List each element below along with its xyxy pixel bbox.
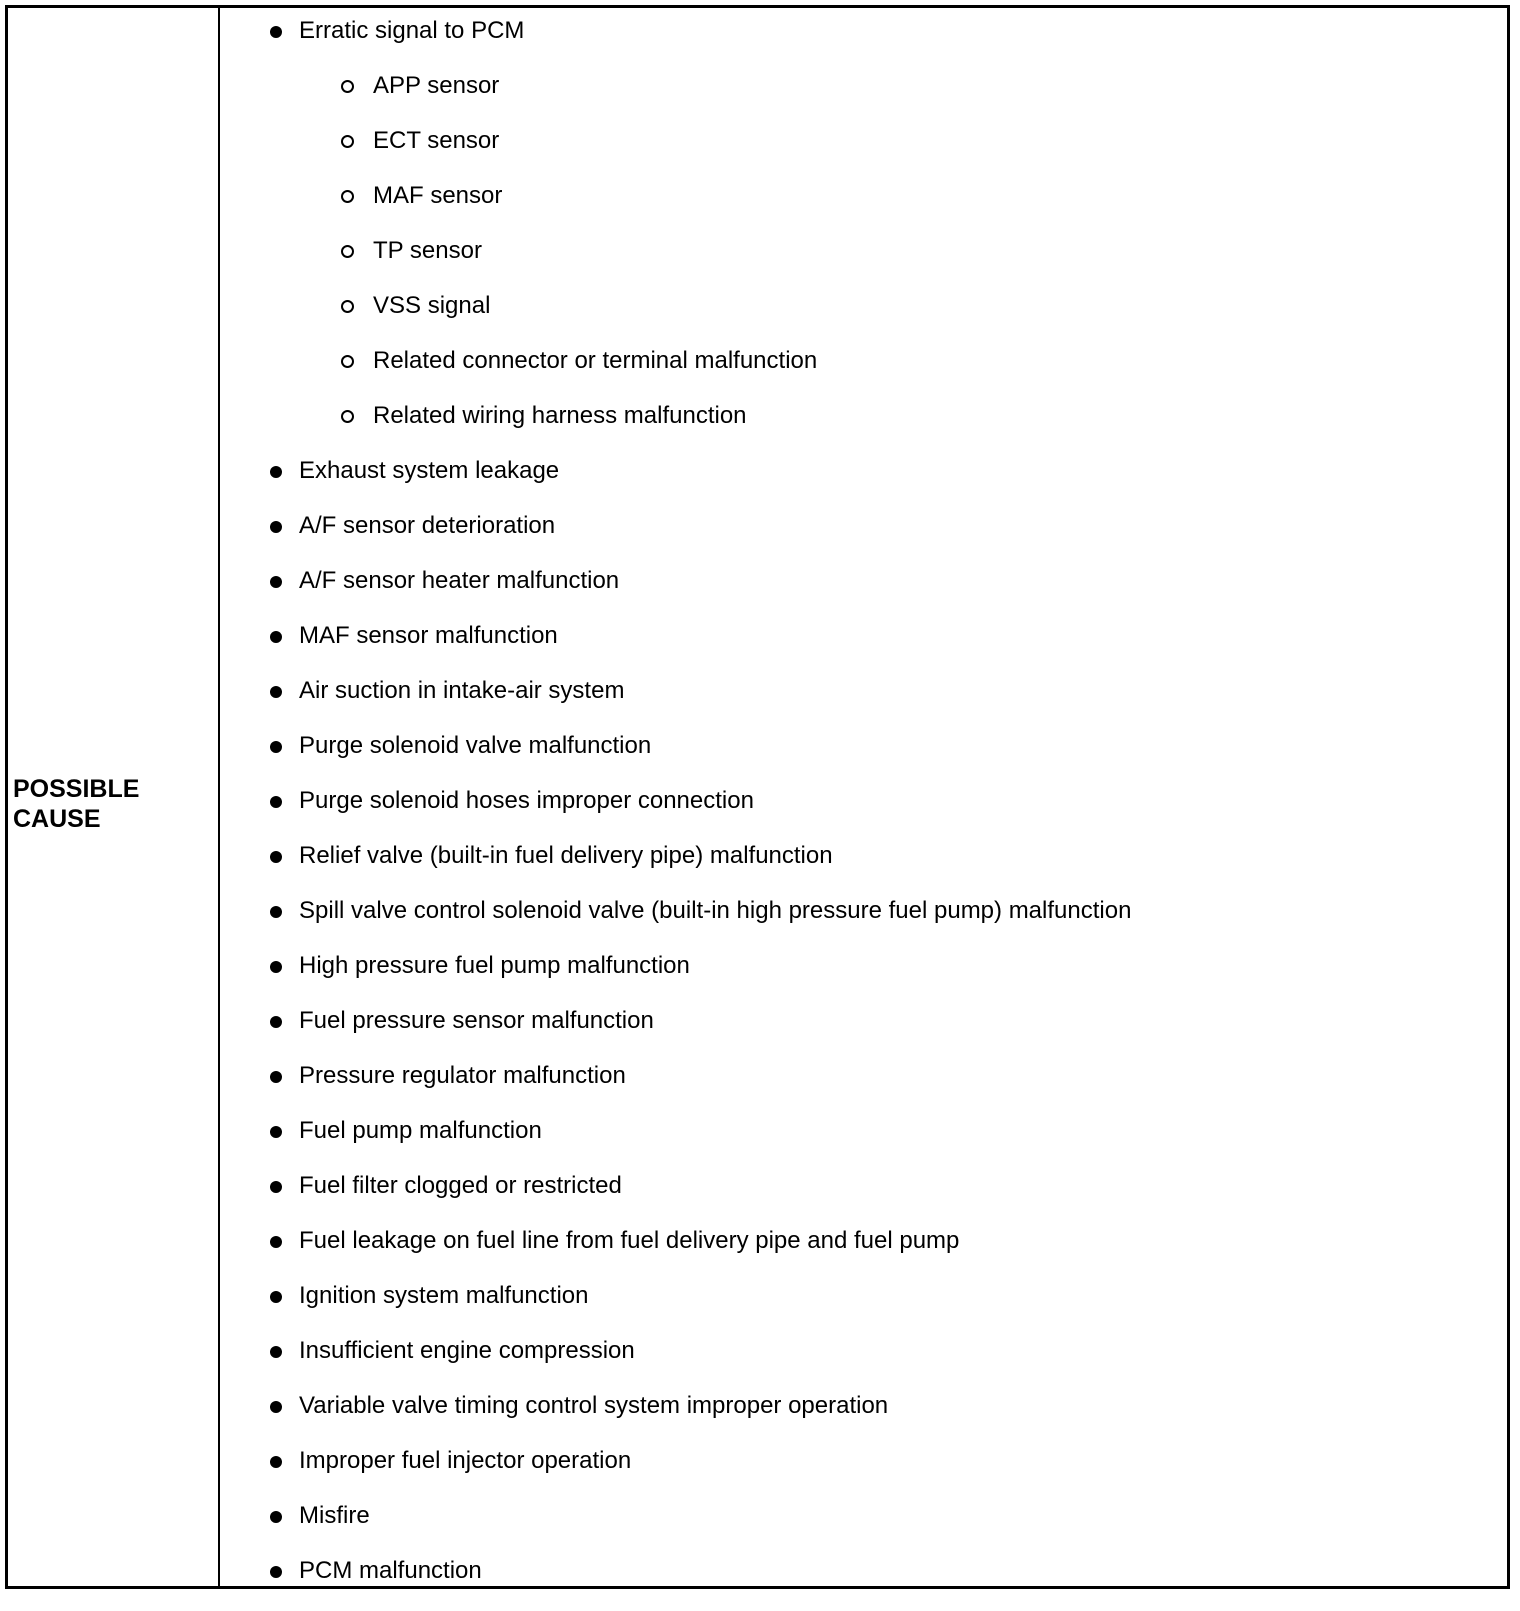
cause-text: ECT sensor xyxy=(373,127,500,154)
cause-text: MAF sensor malfunction xyxy=(299,622,558,649)
filled-bullet-icon xyxy=(270,1126,282,1138)
cause-item xyxy=(220,1006,1507,1061)
hollow-bullet-icon xyxy=(341,410,354,423)
filled-bullet-icon xyxy=(270,576,282,588)
cause-text: Fuel pump malfunction xyxy=(299,1117,542,1144)
hollow-bullet-icon xyxy=(341,80,354,93)
cause-item xyxy=(220,16,1507,71)
filled-bullet-icon xyxy=(270,741,282,753)
filled-bullet-icon xyxy=(270,1291,282,1303)
cause-item xyxy=(220,841,1507,896)
cause-text: Misfire xyxy=(299,1502,370,1529)
cause-text: Improper fuel injector operation xyxy=(299,1447,632,1474)
cause-text: Fuel leakage on fuel line from fuel delivery pipe and fuel pump xyxy=(299,1227,960,1254)
sub-cause-item xyxy=(220,71,1507,126)
hollow-bullet-icon xyxy=(341,190,354,203)
possible-cause-label: POSSIBLE CAUSE xyxy=(13,775,140,833)
filled-bullet-icon xyxy=(270,521,282,533)
cause-text: MAF sensor xyxy=(373,182,503,209)
cause-text: Air suction in intake-air system xyxy=(299,677,625,704)
cause-text: Insufficient engine compression xyxy=(299,1337,635,1364)
cause-item xyxy=(220,1391,1507,1446)
cause-item xyxy=(220,1336,1507,1391)
sub-cause-item xyxy=(220,401,1507,456)
filled-bullet-icon xyxy=(270,961,282,973)
cause-text: Related connector or terminal malfunction xyxy=(373,347,818,374)
cause-item xyxy=(220,1171,1507,1226)
cause-item xyxy=(220,1556,1507,1611)
cause-text: A/F sensor deterioration xyxy=(299,512,556,539)
cause-text: Spill valve control solenoid valve (built-in high pressure fuel pump) malfunction xyxy=(299,897,1132,924)
cause-item xyxy=(220,731,1507,786)
cause-item xyxy=(220,511,1507,566)
cause-list xyxy=(220,16,1507,1611)
cause-item xyxy=(220,1116,1507,1171)
cause-text: TP sensor xyxy=(373,237,482,264)
hollow-bullet-icon xyxy=(341,135,354,148)
cause-item xyxy=(220,1281,1507,1336)
filled-bullet-icon xyxy=(270,906,282,918)
cause-item xyxy=(220,1226,1507,1281)
cause-text: Purge solenoid valve malfunction xyxy=(299,732,652,759)
cause-item xyxy=(220,896,1507,951)
filled-bullet-icon xyxy=(270,1456,282,1468)
causes-cell xyxy=(220,8,1507,1586)
filled-bullet-icon xyxy=(270,1346,282,1358)
cause-item xyxy=(220,1061,1507,1116)
filled-bullet-icon xyxy=(270,1511,282,1523)
cause-item xyxy=(220,1446,1507,1501)
filled-bullet-icon xyxy=(270,26,282,38)
filled-bullet-icon xyxy=(270,1566,282,1578)
cause-text: PCM malfunction xyxy=(299,1557,482,1584)
filled-bullet-icon xyxy=(270,796,282,808)
cause-item xyxy=(220,951,1507,1006)
sub-cause-item xyxy=(220,291,1507,346)
sub-cause-item xyxy=(220,181,1507,236)
cause-item xyxy=(220,1501,1507,1556)
filled-bullet-icon xyxy=(270,1401,282,1413)
filled-bullet-icon xyxy=(270,631,282,643)
filled-bullet-icon xyxy=(270,1181,282,1193)
sub-cause-item xyxy=(220,346,1507,401)
cause-item xyxy=(220,621,1507,676)
cause-text: Fuel filter clogged or restricted xyxy=(299,1172,622,1199)
sub-cause-item xyxy=(220,236,1507,291)
filled-bullet-icon xyxy=(270,1236,282,1248)
cause-text: Variable valve timing control system improper operation xyxy=(299,1392,889,1419)
cause-text: VSS signal xyxy=(373,292,491,319)
cause-text: Relief valve (built-in fuel delivery pipe) malfunction xyxy=(299,842,833,869)
filled-bullet-icon xyxy=(270,1016,282,1028)
cause-text: Fuel pressure sensor malfunction xyxy=(299,1007,654,1034)
cause-text: High pressure fuel pump malfunction xyxy=(299,952,690,979)
label-cell xyxy=(8,8,220,1586)
cause-text: APP sensor xyxy=(373,72,500,99)
filled-bullet-icon xyxy=(270,466,282,478)
filled-bullet-icon xyxy=(270,686,282,698)
cause-text: Ignition system malfunction xyxy=(299,1282,589,1309)
cause-text: Pressure regulator malfunction xyxy=(299,1062,626,1089)
cause-text: Related wiring harness malfunction xyxy=(373,402,747,429)
cause-text: Erratic signal to PCM xyxy=(299,17,525,44)
filled-bullet-icon xyxy=(270,851,282,863)
cause-text: A/F sensor heater malfunction xyxy=(299,567,620,594)
filled-bullet-icon xyxy=(270,1071,282,1083)
cause-item xyxy=(220,456,1507,511)
sub-cause-item xyxy=(220,126,1507,181)
hollow-bullet-icon xyxy=(341,245,354,258)
cause-text: Exhaust system leakage xyxy=(299,457,560,484)
cause-item xyxy=(220,786,1507,841)
possible-cause-table xyxy=(5,5,1510,1589)
cause-item xyxy=(220,566,1507,621)
hollow-bullet-icon xyxy=(341,355,354,368)
hollow-bullet-icon xyxy=(341,300,354,313)
cause-item xyxy=(220,676,1507,731)
cause-text: Purge solenoid hoses improper connection xyxy=(299,787,754,814)
